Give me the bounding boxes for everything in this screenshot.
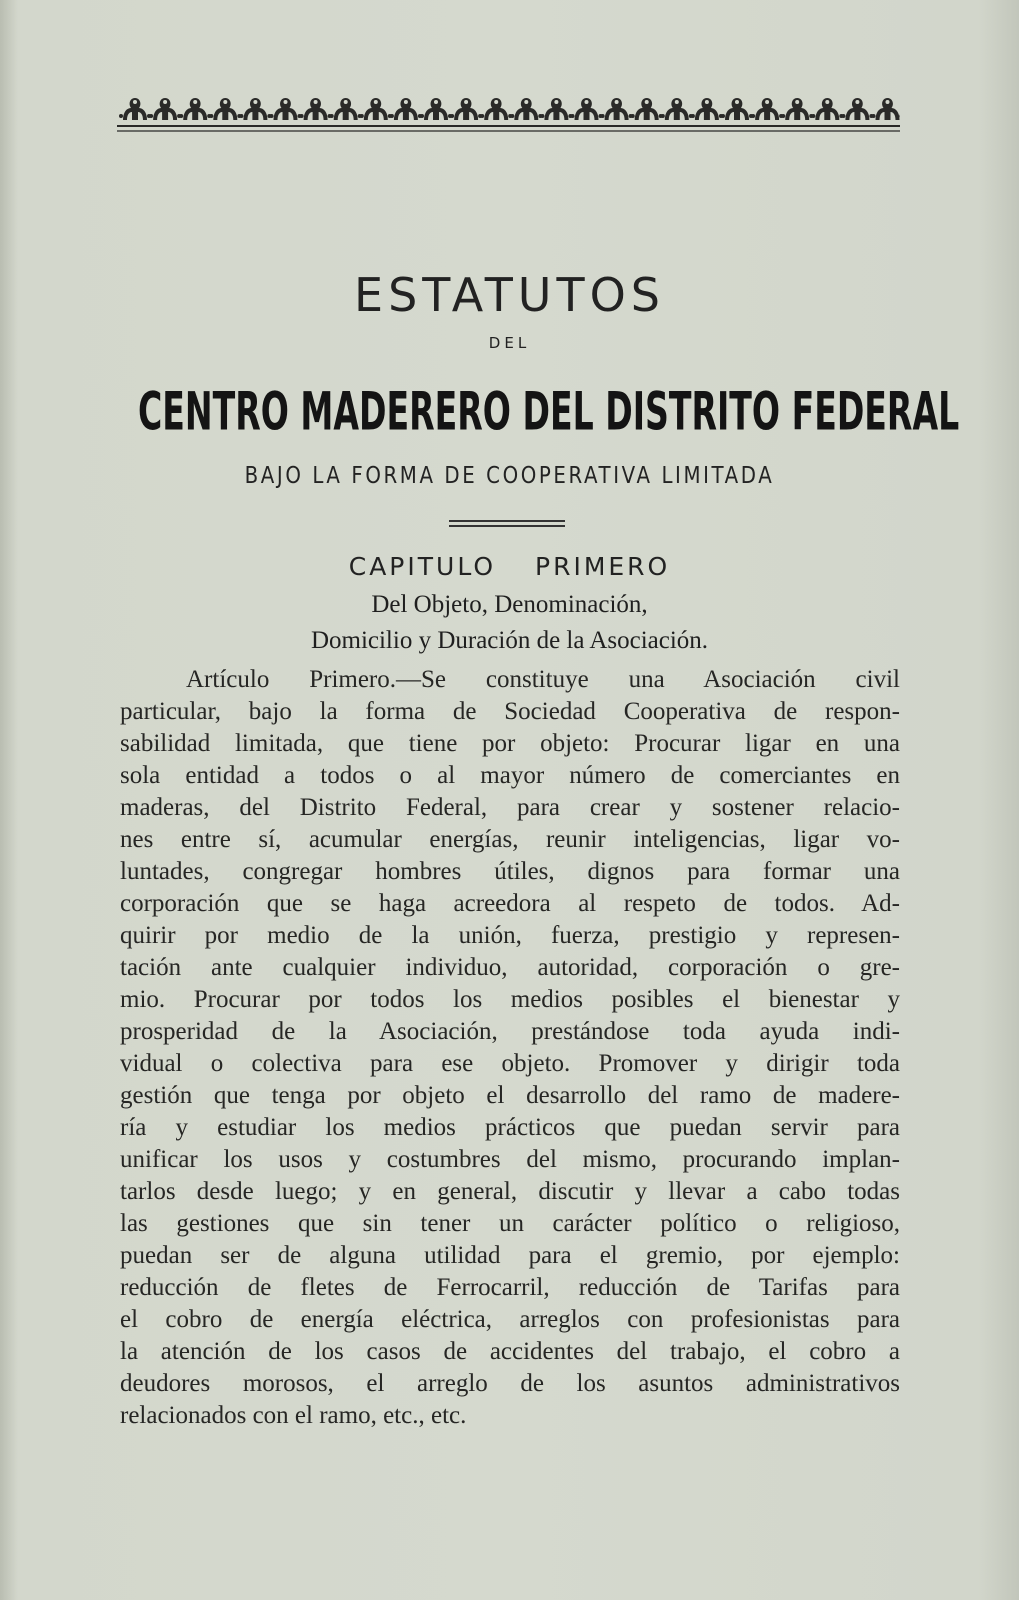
article-line: vidual o colectiva para ese objeto. Promover y dirigir toda	[120, 1050, 900, 1077]
article-line: tación ante cualquier individuo, autoridad, corporación o gre-	[120, 954, 900, 981]
document-title: ESTATUTOS	[354, 268, 665, 322]
ornament-motif	[420, 98, 452, 120]
ornament-motif	[119, 98, 151, 120]
chapter-subtitle-line: Domicilio y Duración de la Asociación.	[310, 627, 709, 654]
ornamental-border	[117, 88, 900, 140]
organization-name: CENTRO MADERERO DEL DISTRITO FEDERAL	[138, 380, 960, 443]
ornament-motif	[721, 98, 753, 120]
article-line: relacionados con el ramo, etc., etc.	[120, 1402, 467, 1429]
article-line: maderas, del Distrito Federal, para crear y sostener relacio-	[120, 794, 900, 821]
section-divider	[449, 520, 565, 527]
article-body	[120, 664, 900, 1432]
ornament-motif	[781, 98, 813, 120]
ornament-motif	[510, 98, 542, 120]
chapter-subtitle-line: Del Objeto, Denominación,	[371, 591, 648, 618]
article-line: quirir por medio de la unión, fuerza, prestigio y represen-	[120, 922, 900, 949]
article-line: prosperidad de la Asociación, prestándose toda ayuda indi-	[120, 1018, 900, 1045]
ornament-motif	[872, 98, 901, 120]
ornament-motif	[300, 98, 332, 120]
ornament-motif	[209, 98, 241, 120]
article-line: las gestiones que sin tener un carácter político o religioso,	[120, 1210, 900, 1237]
article-line: sabilidad limitada, que tiene por objeto: Procurar ligar en una	[120, 730, 900, 757]
article-line: el cobro de energía eléctrica, arreglos con profesionistas para	[120, 1306, 900, 1333]
article-line: reducción de fletes de Ferrocarril, reducción de Tarifas para	[120, 1274, 900, 1301]
article-line: ría y estudiar los medios prácticos que puedan servir para	[120, 1114, 900, 1141]
article-line: nes entre sí, acumular energías, reunir inteligencias, ligar vo-	[120, 826, 900, 853]
article-line: tarlos desde luego; y en general, discutir y llevar a cabo todas	[120, 1178, 900, 1205]
ornament-motif	[390, 98, 422, 120]
article-line: corporación que se haga acreedora al respeto de todos. Ad-	[120, 890, 900, 917]
ornament-motif	[631, 98, 663, 120]
chapter-heading	[0, 552, 1019, 581]
ornament-motif	[360, 98, 392, 120]
ornament-motif	[571, 98, 603, 120]
ornament-motif	[330, 98, 362, 120]
ornament-motif	[239, 98, 271, 120]
article-line: deudores morosos, el arreglo de los asuntos administrativos	[120, 1370, 900, 1397]
ornament-motif	[480, 98, 512, 120]
ornament-motif	[691, 98, 723, 120]
article-line: gestión que tenga por objeto el desarrollo del ramo de madere-	[120, 1082, 900, 1109]
ornament-motif	[841, 98, 873, 120]
article-line: Artículo Primero.—Se constituye una Asociación civil	[186, 666, 900, 693]
chapter-number: PRIMERO	[535, 552, 671, 581]
article-line: puedan ser de alguna utilidad para el gremio, por ejemplo:	[120, 1242, 900, 1269]
ornament-motif	[149, 98, 181, 120]
ornament-motif	[450, 98, 482, 120]
article-line: particular, bajo la forma de Sociedad Cooperativa de respon-	[120, 698, 900, 725]
ornament-motif	[661, 98, 693, 120]
ornament-motif	[811, 98, 843, 120]
ornament-motif	[751, 98, 783, 120]
title-connector: DEL	[488, 334, 531, 352]
ornament-motif	[179, 98, 211, 120]
ornament-motif	[540, 98, 572, 120]
article-line: unificar los usos y costumbres del mismo, procurando implan-	[120, 1146, 900, 1173]
article-line: mio. Procurar por todos los medios posibles el bienestar y	[120, 986, 900, 1013]
article-line: luntades, congregar hombres útiles, dignos para formar una	[120, 858, 900, 885]
article-line: la atención de los casos de accidentes del trabajo, el cobro a	[120, 1338, 900, 1365]
chapter-word: CAPITULO	[348, 552, 497, 581]
document-subtitle: BAJO LA FORMA DE COOPERATIVA LIMITADA	[244, 463, 775, 489]
ornament-motif	[601, 98, 633, 120]
article-line: sola entidad a todos o al mayor número de comerciantes en	[120, 762, 900, 789]
ornament-motif	[270, 98, 302, 120]
